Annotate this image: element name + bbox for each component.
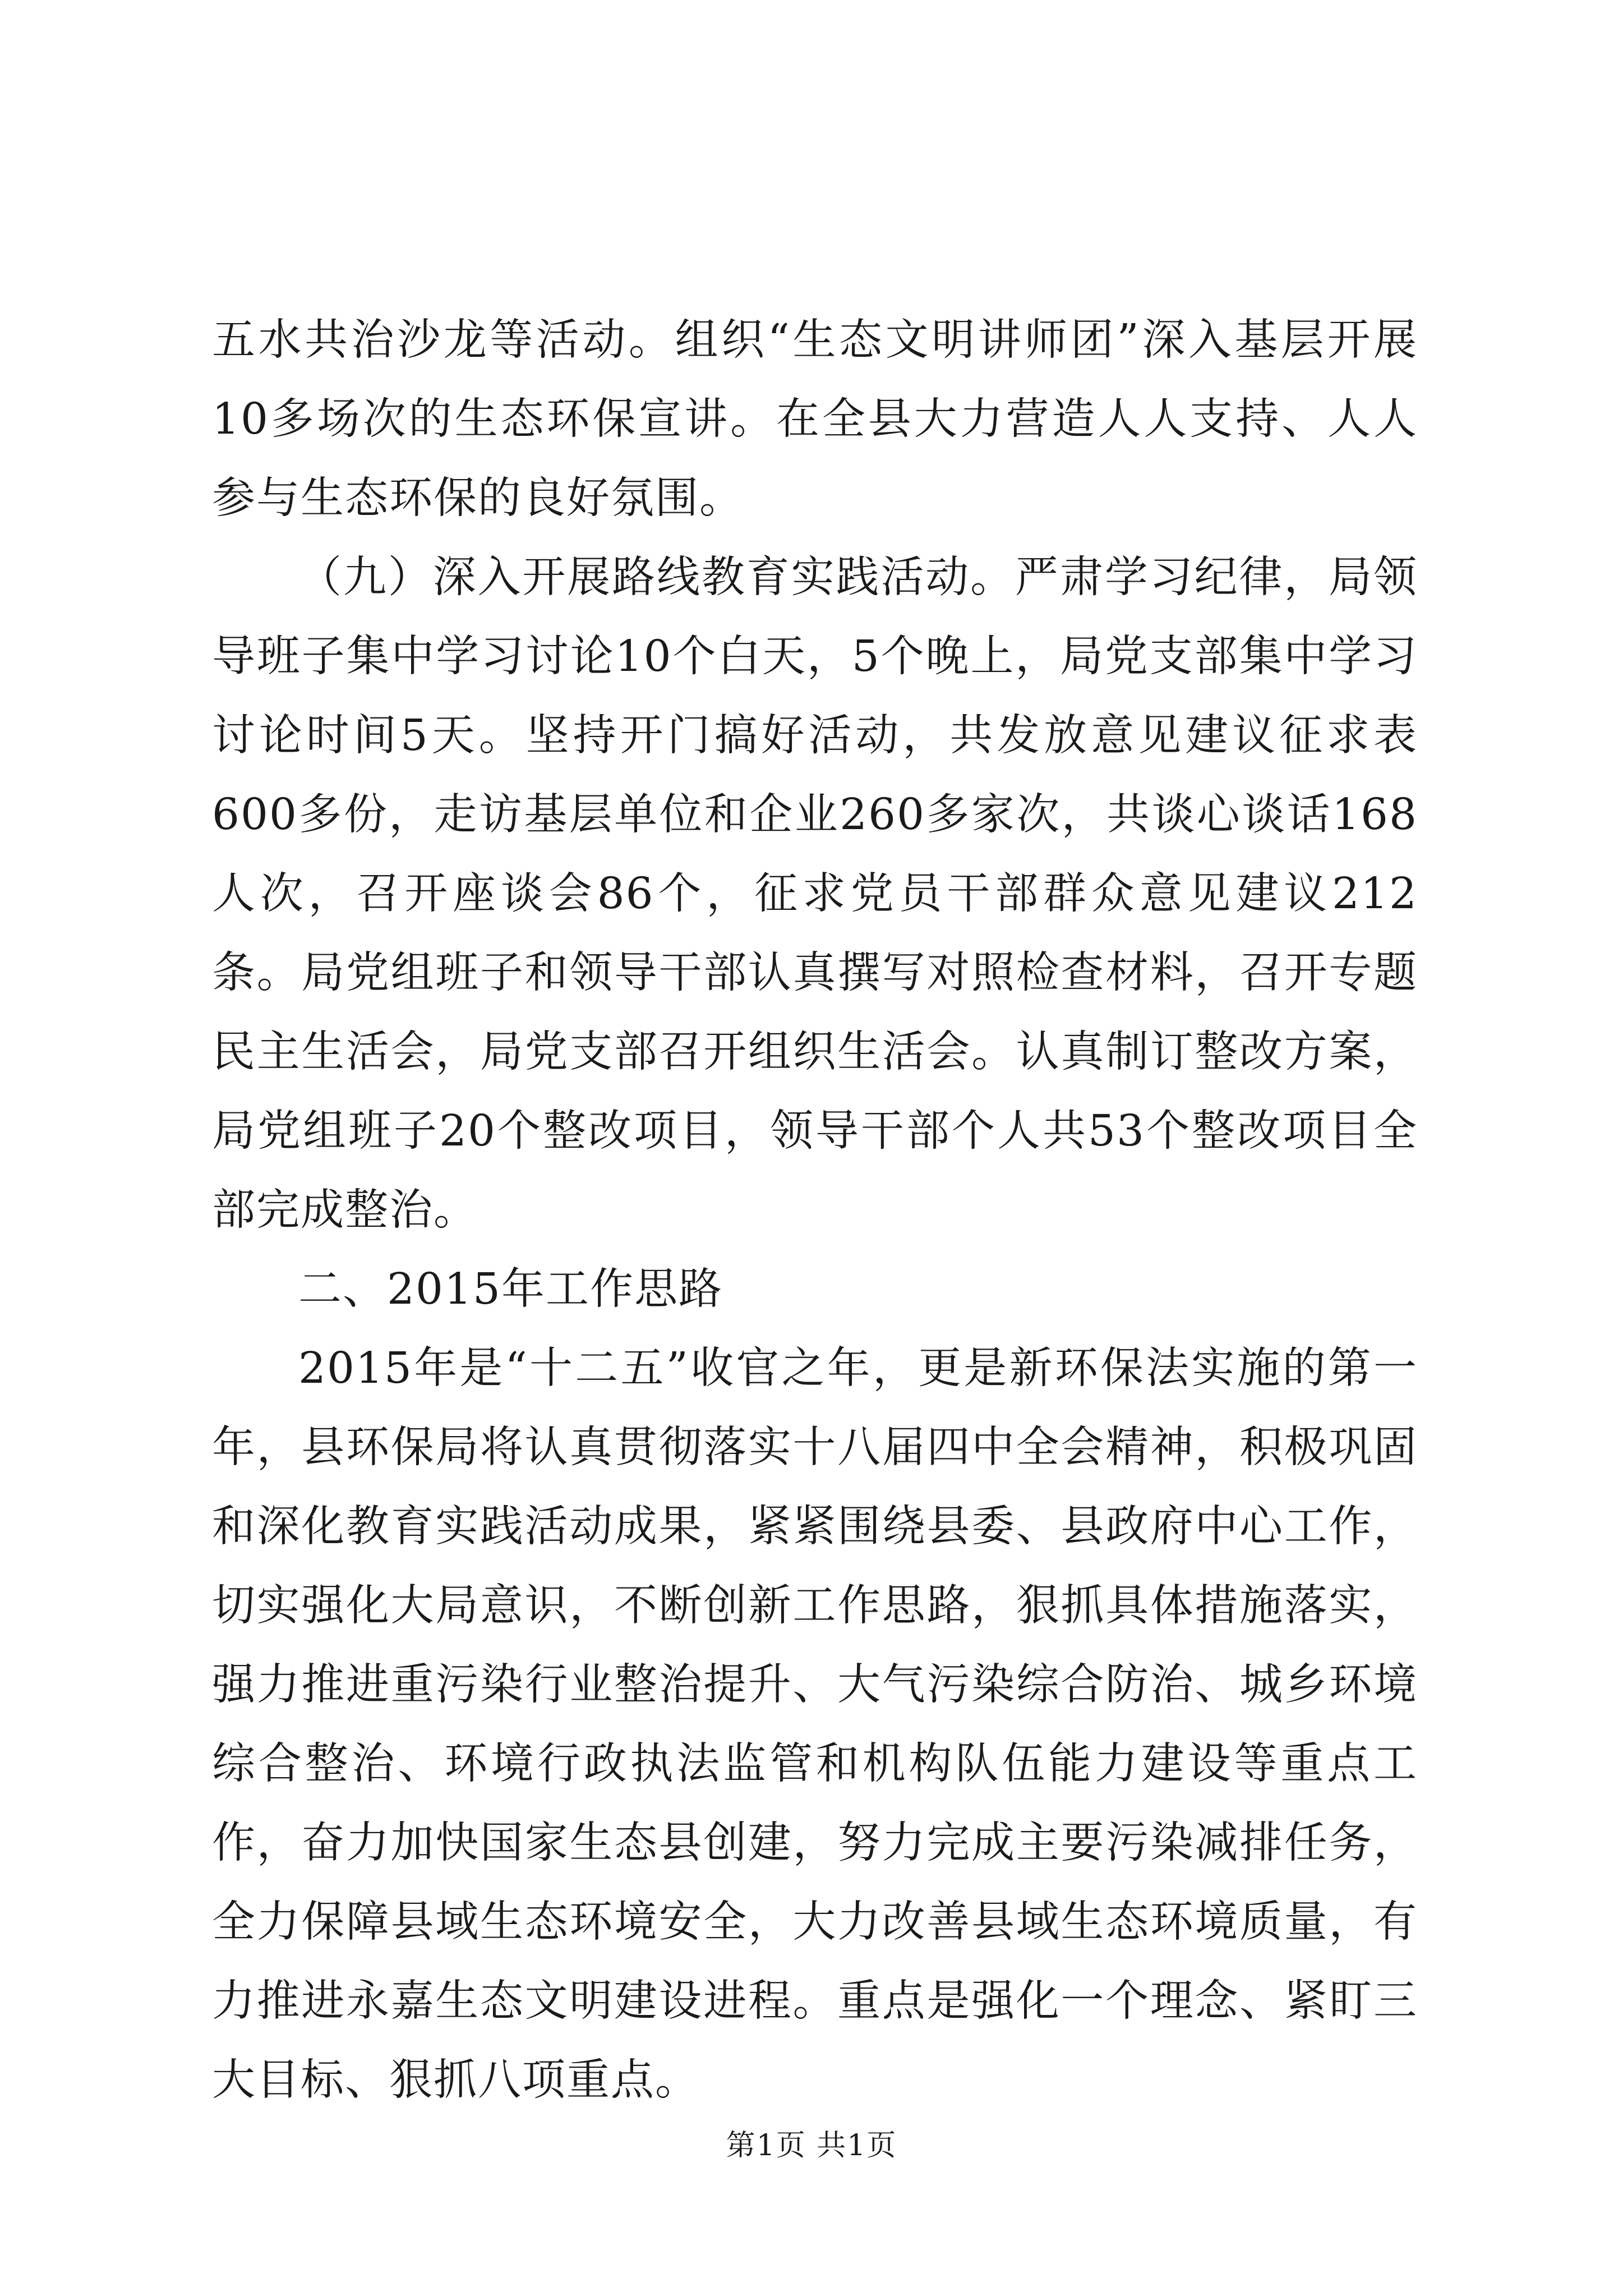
paragraph-2: （九）深入开展路线教育实践活动。严肃学习纪律，局领导班子集中学习讨论10个白天，5个晚上，局党支部集中学习讨论时间5天。坚持开门搞好活动，共发放意见建议征求表600多份，走访基层单位和企业260多家次，共谈心谈话168人次，召开座谈会86个，征求党员干部群众意见建议212条。局党组班子和领导干部认真撰写对照检查材料，召开专题民主生活会，局党支部召开组织生活会。认真制订整改方案，局党组班子20个整改项目，领导干部个人共53个整改项目全部完成整治。	[212, 553, 1418, 1235]
document-body	[212, 301, 1418, 2120]
page-footer: 第1页 共1页	[726, 2129, 897, 2162]
section-heading: 二、2015年工作思路	[298, 1264, 723, 1314]
paragraph-3: 2015年是“十二五”收官之年，更是新环保法实施的第一年，县环保局将认真贯彻落实十八届四中全会精神，积极巩固和深化教育实践活动成果，紧紧围绕县委、县政府中心工作，切实强化大局意识，不断创新工作思路，狠抓具体措施落实，强力推进重污染行业整治提升、大气污染综合防治、城乡环境综合整治、环境行政执法监管和机构队伍能力建设等重点工作，奋力加快国家生态县创建，努力完成主要污染减排任务，全力保障县域生态环境安全，大力改善县域生态环境质量，有力推进永嘉生态文明建设进程。重点是强化一个理念、紧盯三大目标、狠抓八项重点。	[212, 1343, 1418, 2105]
paragraph-1: 五水共治沙龙等活动。组织“生态文明讲师团”深入基层开展10多场次的生态环保宣讲。在全县大力营造人人支持、人人参与生态环保的良好氛围。	[212, 315, 1418, 523]
